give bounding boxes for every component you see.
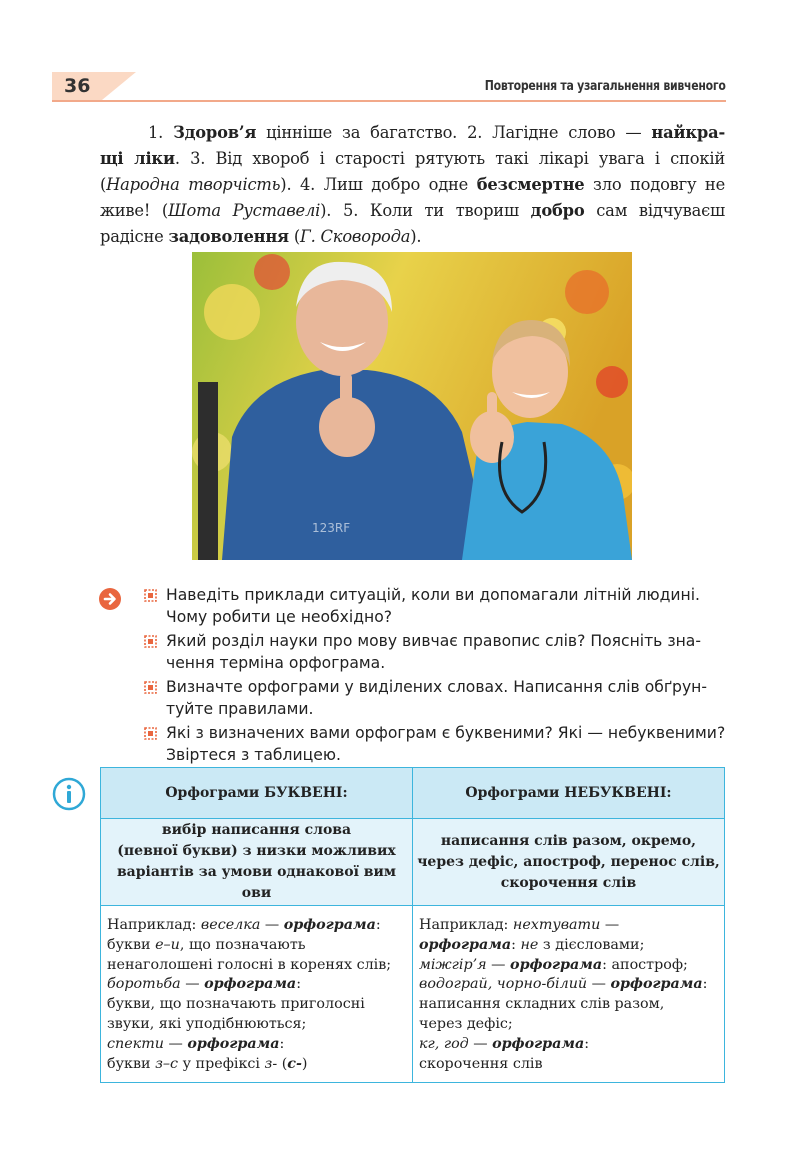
text-run: — (600, 917, 620, 933)
definition-line: вибір написання слова (161, 822, 352, 838)
info-circle-icon (52, 777, 86, 811)
text-run: — (486, 956, 511, 973)
text-run: Здоров’я (173, 123, 257, 142)
col1-examples (101, 906, 413, 1083)
example-line (107, 995, 406, 1015)
text-run: орфограма (204, 976, 297, 993)
example-line (107, 1015, 406, 1035)
text-run: : апостроф; (602, 956, 688, 973)
text-run: з- (264, 1055, 278, 1072)
text-run: щі ліки (100, 149, 175, 168)
text-run: ). 4. Лиш добро одне (280, 175, 477, 194)
col2-header: Орфограми НЕБУКВЕНІ: (413, 768, 725, 819)
text-run: радісне (100, 227, 169, 246)
text-run: 1. (148, 123, 174, 142)
text-run: веселка (200, 917, 261, 933)
text-run: : (584, 1035, 590, 1052)
text-run: орфограма (187, 1035, 280, 1052)
col1-header: Орфограми БУКВЕНІ: (101, 768, 413, 819)
text-run: — (180, 976, 205, 993)
text-run: цінніше за багатство. 2. Лагідне слово — (256, 123, 652, 142)
text-run: — (163, 1035, 188, 1052)
task-item (100, 585, 730, 628)
text-run: — (587, 976, 611, 993)
text-run: : (375, 917, 381, 933)
ornament-bullet-icon (144, 727, 157, 740)
section-title: Повторення та узагальнення вивченого (485, 78, 726, 94)
page-header (52, 72, 726, 100)
text-run: — (260, 917, 284, 933)
text-run: водограй, чорно-білий (419, 976, 588, 993)
text-run: ( (288, 227, 301, 246)
text-run: у префіксі (178, 1055, 265, 1072)
task-text: Які з визначених вами орфограм є буквеними? Які — небуквеними? Звіртеся з таблицею. (166, 724, 726, 764)
example-line (107, 975, 406, 995)
text-run: букви (107, 936, 156, 953)
text-run: ( (100, 175, 107, 194)
definition-line: варіантів за умови однакової вим ови (116, 864, 397, 901)
paragraph-line (100, 120, 725, 146)
paragraph-line (100, 198, 725, 224)
example-line (107, 936, 406, 956)
task-list (100, 585, 730, 769)
text-run: орфограма (419, 936, 512, 953)
text-run: безсмертне (476, 175, 585, 194)
page-number: 36 (52, 72, 102, 100)
text-run: , що позначають (179, 936, 306, 953)
text-run: добро (530, 201, 585, 220)
col1-definition (101, 819, 413, 906)
definition-line: скорочення слів (500, 874, 637, 891)
example-line (419, 975, 718, 995)
example-line (419, 916, 718, 936)
example-line (419, 995, 718, 1015)
text-run: орфограма (283, 917, 376, 933)
example-line (419, 1055, 718, 1075)
text-run: звуки, які уподібнюються; (107, 1015, 307, 1032)
text-run: ). 5. Коли ти твориш (320, 201, 531, 220)
text-run: нехтувати (512, 917, 601, 933)
definition-line: (певної букви) з низки можливих (117, 843, 396, 859)
text-run: боротьба (107, 976, 181, 993)
text-run: міжгір’я (419, 956, 487, 973)
example-line (419, 1015, 718, 1035)
text-run: з–с (155, 1055, 179, 1072)
text-run: Народна творчість (106, 175, 281, 194)
text-run: Шота Руставелі (168, 201, 321, 220)
text-run: Наприклад: (107, 917, 201, 933)
text-run: . 3. Від хвороб і старості рятують такі лікарі увага і спокій (174, 149, 725, 168)
header-rule (52, 100, 726, 102)
paragraph-line (100, 146, 725, 172)
example-line (107, 916, 406, 936)
ornament-bullet-icon (144, 635, 157, 648)
text-run: з дієсловами; (538, 936, 645, 953)
quotes-paragraph (100, 120, 725, 250)
text-run: орфограма (492, 1035, 585, 1052)
example-line (419, 1035, 718, 1055)
ornament-bullet-icon (144, 589, 157, 602)
task-item (100, 723, 730, 766)
text-run: : (511, 936, 521, 953)
text-run: спекти (107, 1035, 164, 1052)
definition-line: написання слів разом, окремо, (440, 832, 697, 849)
text-run: зло подовгу не (584, 175, 726, 194)
text-run: букви, що позначають приголосні (107, 996, 365, 1013)
text-run: Наприклад: (419, 917, 513, 933)
text-run: : (296, 976, 302, 993)
text-run: через дефіс; (419, 1015, 513, 1032)
text-run: сам відчуваєш (584, 201, 725, 220)
task-text: Який розділ науки про мову вивчає правопис слів? Поясніть зна-чення терміна орфограма. (166, 632, 701, 672)
text-run: : (702, 976, 708, 993)
example-line (107, 956, 406, 976)
example-line (107, 1035, 406, 1055)
text-run: : (279, 1035, 285, 1052)
watermark: 123RF (312, 521, 351, 535)
text-run: орфограма (510, 956, 603, 973)
example-line (419, 956, 718, 976)
text-run: скорочення слів (419, 1055, 543, 1072)
col2-definition (413, 819, 725, 906)
example-line (419, 936, 718, 956)
orthogram-table (100, 767, 725, 1083)
col2-examples (413, 906, 725, 1083)
text-run: ( (277, 1055, 288, 1072)
text-run: задоволення (168, 227, 289, 246)
text-run: ) (301, 1055, 308, 1072)
example-line (107, 1055, 406, 1075)
paragraph-line (100, 224, 725, 250)
text-run: — (468, 1035, 493, 1052)
paragraph-line (100, 172, 725, 198)
text-run: не (520, 936, 539, 953)
text-run: Г. Сковорода (300, 227, 411, 246)
text-run: е–и (155, 936, 180, 953)
definition-line: через дефіс, апостроф, перенос слів, (417, 853, 720, 870)
text-run: букви (107, 1055, 156, 1072)
ornament-bullet-icon (144, 681, 157, 694)
task-text: Визначте орфограми у виділених словах. Написання слів обґрун-туйте правилами. (166, 678, 707, 718)
text-run: ненаголошені голосні в коренях слів; (107, 956, 392, 973)
text-run: с- (287, 1055, 302, 1072)
page-number-tab (102, 72, 136, 100)
task-item (100, 677, 730, 720)
text-run: живе! ( (100, 201, 169, 220)
text-run: ). (410, 227, 422, 246)
text-run: кг, год (419, 1035, 469, 1052)
task-item (100, 631, 730, 674)
text-run: орфограма (610, 976, 703, 993)
elderly-man-and-nurse-photo (192, 252, 632, 560)
task-text: Наведіть приклади ситуацій, коли ви допомагали літній людині. Чому робити це необхідно? (166, 586, 701, 626)
text-run: найкра- (651, 123, 726, 142)
text-run: написання складних слів разом, (419, 996, 665, 1013)
